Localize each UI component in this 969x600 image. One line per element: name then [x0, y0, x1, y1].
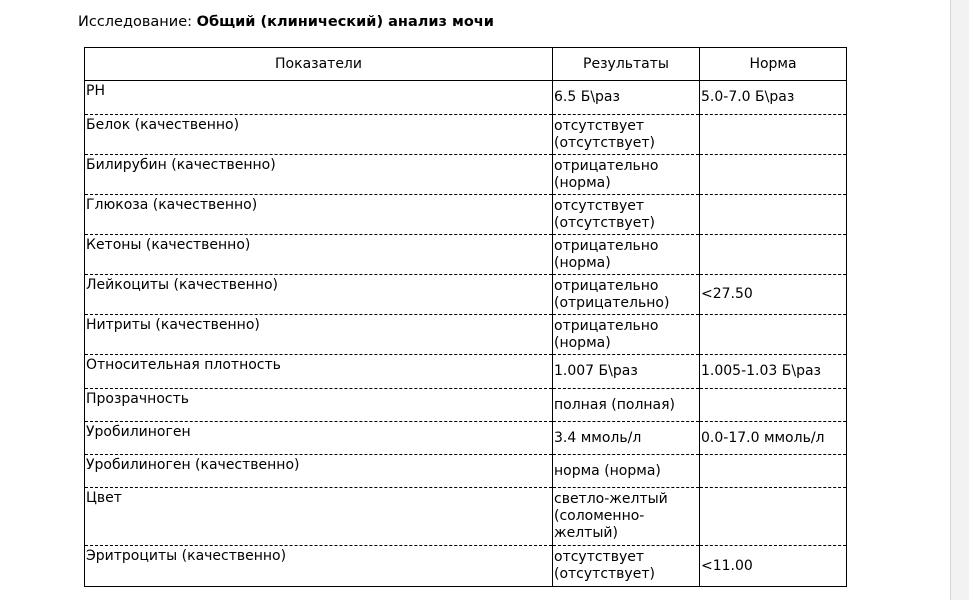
norm-cell: <11.00: [700, 546, 847, 587]
norm-cell: 0.0-17.0 ммоль/л: [700, 422, 847, 455]
table-row: [85, 315, 847, 355]
table-row: [85, 546, 847, 587]
result-cell: полная (полная): [553, 389, 700, 422]
table-row: [85, 488, 847, 546]
result-cell: 1.007 Б\раз: [553, 355, 700, 389]
norm-cell: [700, 155, 847, 195]
indicator-cell: Глюкоза (качественно): [85, 195, 553, 235]
table-row: [85, 355, 847, 389]
norm-cell: <27.50: [700, 275, 847, 315]
result-text: отрицательно (норма): [554, 317, 659, 351]
indicator-cell: Нитриты (качественно): [85, 315, 553, 355]
indicator-cell: Прозрачность: [85, 389, 553, 422]
indicator-cell: Кетоны (качественно): [85, 235, 553, 275]
table-row: [85, 115, 847, 155]
table-row: [85, 455, 847, 488]
header-indicator: Показатели: [85, 48, 553, 81]
result-cell: [553, 195, 700, 235]
result-cell: [553, 275, 700, 315]
header-norm: Норма: [700, 48, 847, 81]
indicator-cell: Билирубин (качественно): [85, 155, 553, 195]
result-cell: [553, 235, 700, 275]
norm-cell: [700, 115, 847, 155]
table-header-row: [85, 48, 847, 81]
result-cell: норма (норма): [553, 455, 700, 488]
indicator-cell: Белок (качественно): [85, 115, 553, 155]
study-name: Общий (клинический) анализ мочи: [196, 14, 494, 30]
result-text: отсутствует (отсутствует): [554, 549, 655, 582]
result-cell: [553, 315, 700, 355]
norm-cell: [700, 195, 847, 235]
norm-cell: [700, 235, 847, 275]
norm-cell: 1.005-1.03 Б\раз: [700, 355, 847, 389]
indicator-cell: Цвет: [85, 488, 553, 546]
result-cell: [553, 488, 700, 546]
table-row: [85, 195, 847, 235]
header-result: Результаты: [553, 48, 700, 81]
indicator-cell: Уробилиноген: [85, 422, 553, 455]
result-text: отрицательно (отрицательно): [554, 277, 670, 311]
result-cell: [553, 115, 700, 155]
norm-cell: [700, 488, 847, 546]
results-table: [84, 47, 847, 587]
indicator-cell: Лейкоциты (качественно): [85, 275, 553, 315]
result-text: отрицательно (норма): [554, 237, 659, 271]
result-cell: [553, 155, 700, 195]
indicator-cell: Относительная плотность: [85, 355, 553, 389]
norm-cell: [700, 315, 847, 355]
result-cell: 3.4 ммоль/л: [553, 422, 700, 455]
table-row: [85, 155, 847, 195]
result-text: отрицательно (норма): [554, 157, 659, 191]
table-row: [85, 422, 847, 455]
study-label: Исследование:: [78, 14, 193, 30]
study-heading: [78, 14, 494, 30]
norm-cell: [700, 389, 847, 422]
result-cell: 6.5 Б\раз: [553, 81, 700, 115]
result-text: отсутствует (отсутствует): [554, 117, 655, 151]
result-text: отсутствует (отсутствует): [554, 197, 655, 231]
table-row: [85, 389, 847, 422]
indicator-cell: PH: [85, 81, 553, 115]
result-text: светло-желтый (соломенно-желтый): [554, 491, 668, 541]
result-cell: [553, 546, 700, 587]
indicator-cell: Эритроциты (качественно): [85, 546, 553, 587]
table-row: [85, 81, 847, 115]
table-row: [85, 275, 847, 315]
norm-cell: 5.0-7.0 Б\раз: [700, 81, 847, 115]
norm-cell: [700, 455, 847, 488]
indicator-cell: Уробилиноген (качественно): [85, 455, 553, 488]
table-row: [85, 235, 847, 275]
